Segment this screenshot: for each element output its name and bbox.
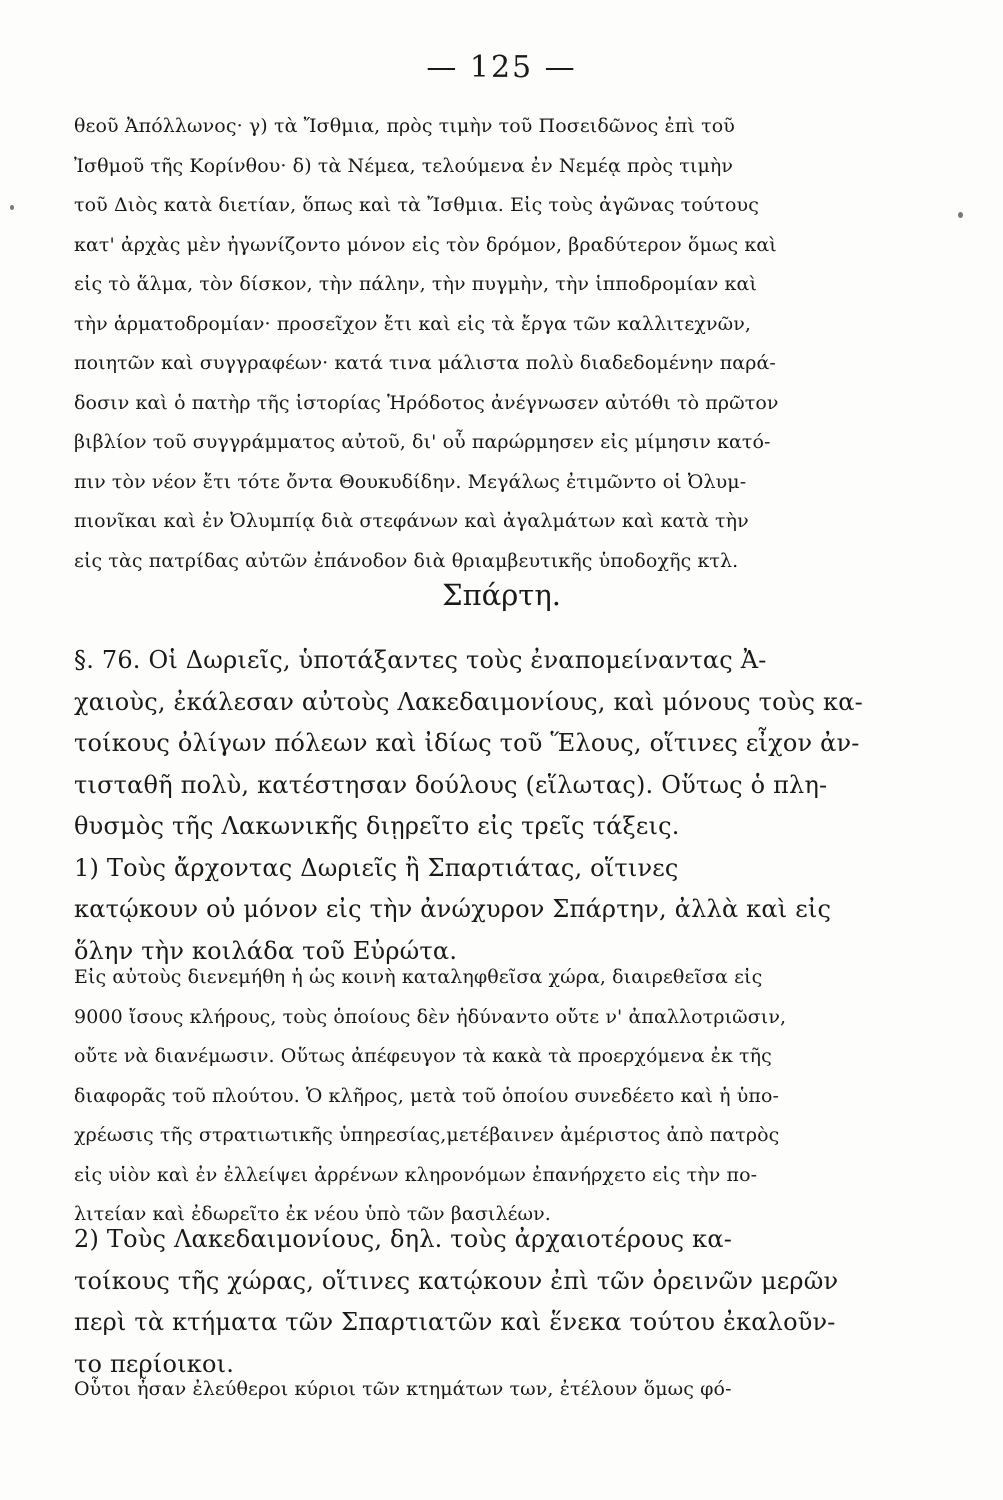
section-heading-sparta: Σπάρτη. [442, 578, 561, 612]
text-line: §. 76. Οἱ Δωριεῖς, ὑποτάξαντες τοὺς ἐναπομείναντας Ἀ- [74, 646, 767, 674]
text-line: βιβλίον τοῦ συγγράμματος αὐτοῦ, δι' οὗ παρώρμησεν εἰς μίμησιν κατό- [74, 431, 771, 453]
text-line: Εἰς αὐτοὺς διενεμήθη ἡ ὡς κοινὴ καταληφθεῖσα χώρα, διαιρεθεῖσα εἰς [74, 966, 763, 988]
text-line: κατῴκουν οὐ μόνον εἰς τὴν ἀνώχυρον Σπάρτην, ἀλλὰ καὶ εἰς [74, 895, 832, 923]
text-line: πιονῖκαι καὶ ἐν Ὀλυμπίᾳ διὰ στεφάνων καὶ ἀγαλμάτων καὶ κατὰ τὴν [74, 510, 749, 532]
free-citizens-paragraph [74, 1370, 874, 1410]
page-number: — 125 — [426, 50, 577, 85]
text-line: δοσιν καὶ ὁ πατὴρ τῆς ἱστορίας Ἡρόδοτος ἀνέγνωσεν αὐτόθι τὸ πρῶτον [74, 391, 779, 414]
lakedaimonians-paragraph [74, 1219, 874, 1385]
text-line: τοῦ Διὸς κατὰ διετίαν, ὅπως καὶ τὰ Ἴσθμια. Εἰς τοὺς ἀγῶνας τούτους [74, 194, 759, 216]
text-line: θεοῦ Ἀπόλλωνος· γ) τὰ Ἴσθμια, πρὸς τιμὴν τοῦ Ποσειδῶνος ἐπὶ τοῦ [74, 115, 735, 137]
text-line: εἰς τὰς πατρίδας αὐτῶν ἐπάνοδον διὰ θριαμβευτικῆς ὑποδοχῆς κτλ. [74, 549, 739, 572]
text-line: χαιοὺς, ἐκάλεσαν αὐτοὺς Λακεδαιμονίους, καὶ μόνους τοὺς κα- [74, 687, 863, 716]
text-line: οὔτε νὰ διανέμωσιν. Οὕτως ἀπέφευγον τὰ κακὰ τὰ προερχόμενα ἐκ τῆς [74, 1045, 772, 1067]
text-line: Οὗτοι ἦσαν ἐλεύθεροι κύριοι τῶν κτημάτων των, ἐτέλουν ὅμως φό- [74, 1378, 732, 1400]
text-line: ποιητῶν καὶ συγγραφέων· κατά τινα μάλιστα πολὺ διαδεδομένην παρά- [74, 352, 776, 374]
text-line: εἰς τὸ ἅλμα, τὸν δίσκον, τὴν πάλην, τὴν πυγμὴν, τὴν ἱπποδρομίαν καὶ [74, 273, 757, 295]
text-line: περὶ τὰ κτήματα τῶν Σπαρτιατῶν καὶ ἕνεκα τούτου ἐκαλοῦν- [74, 1308, 836, 1336]
text-line: 1) Τοὺς ἄρχοντας Δωριεῖς ἢ Σπαρτιάτας, οἵτινες [74, 853, 679, 882]
text-line: το περίοικοι. [74, 1349, 235, 1378]
text-line: τοίκους ὀλίγων πόλεων καὶ ἰδίως τοῦ Ἕλους, οἵτινες εἶχον ἀν- [74, 729, 860, 757]
text-line: 9000 ἴσους κλήρους, τοὺς ὁποίους δὲν ἠδύναντο οὔτε ν' ἀπαλλοτριῶσιν, [74, 1005, 787, 1028]
section-76 [74, 640, 874, 972]
lots-paragraph [74, 958, 874, 1235]
text-line: χρέωσις τῆς στρατιωτικῆς ὑπηρεσίας,μετέβαινεν ἀμέριστος ἀπὸ πατρὸς [74, 1124, 780, 1146]
text-line: εἰς υἱὸν καὶ ἐν ἐλλείψει ἀρρένων κληρονόμων ἐπανήρχετο εἰς τὴν πο- [74, 1163, 758, 1186]
text-line: τὴν ἁρματοδρομίαν· προσεῖχον ἔτι καὶ εἰς τὰ ἔργα τῶν καλλιτεχνῶν, [74, 312, 751, 335]
olympic-games-paragraph [74, 107, 874, 581]
text-line: διαφορᾶς τοῦ πλούτου. Ὁ κλῆρος, μετὰ τοῦ ὁποίου συνεδέετο καὶ ἡ ὑπο- [74, 1084, 780, 1107]
text-line: θυσμὸς τῆς Λακωνικῆς διῃρεῖτο εἰς τρεῖς τάξεις. [74, 812, 680, 840]
ink-speck [958, 212, 963, 218]
text-line: 2) Τοὺς Λακεδαιμονίους, δηλ. τοὺς ἀρχαιοτέρους κα- [74, 1225, 733, 1253]
text-line: κατ' ἀρχὰς μὲν ἠγωνίζοντο μόνον εἰς τὸν δρόμον, βραδύτερον ὅμως καὶ [74, 233, 777, 256]
text-line: τοίκους τῆς χώρας, οἵτινες κατῴκουν ἐπὶ τῶν ὀρεινῶν μερῶν [74, 1266, 839, 1295]
text-line: τισταθῆ πολὺ, κατέστησαν δούλους (εἵλωτας). Οὕτως ὁ πλη- [74, 770, 828, 799]
text-line: Ἰσθμοῦ τῆς Κορίνθου· δ) τὰ Νέμεα, τελούμενα ἐν Νεμέᾳ πρὸς τιμὴν [74, 154, 734, 177]
text-line: πιν τὸν νέον ἔτι τότε ὄντα Θουκυδίδην. Μεγάλως ἐτιμῶντο οἱ Ὀλυμ- [74, 470, 747, 493]
text-line: ὅλην τὴν κοιλάδα τοῦ Εὐρώτα. [74, 936, 458, 965]
text-line: λιτείαν καὶ ἐδωρεῖτο ἐκ νέου ὑπὸ τῶν βασιλέων. [74, 1203, 551, 1225]
ink-speck [10, 205, 14, 210]
